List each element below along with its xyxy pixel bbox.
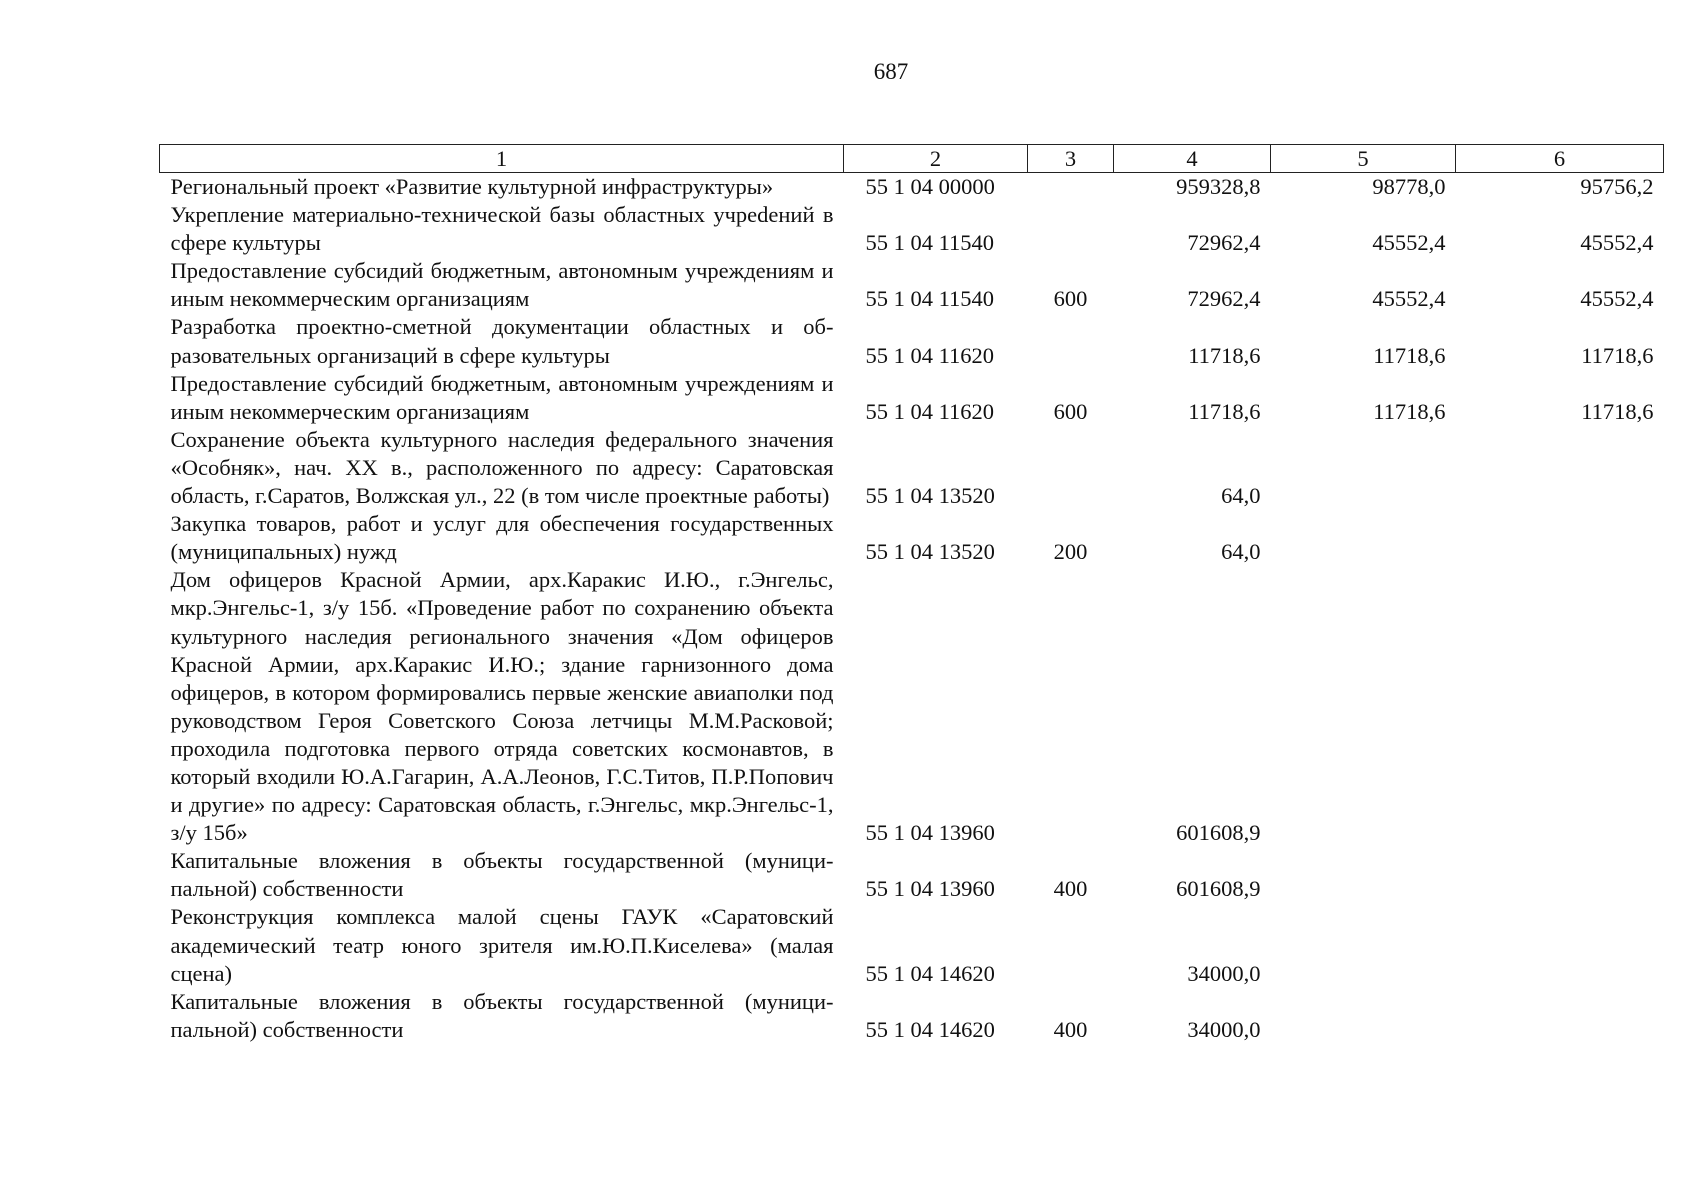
row-value-col6 (1456, 847, 1664, 903)
row-code: 55 1 04 11540 (865, 286, 995, 312)
row-expense-type: 600 (1053, 286, 1088, 312)
row-expense-type (1028, 313, 1114, 369)
row-code: 55 1 04 11540 (865, 230, 995, 256)
row-code: 55 1 04 11620 (865, 398, 995, 424)
row-description: Капитальные вложения в объекты государственной (муниципальной) собственности (170, 988, 834, 1042)
row-description: Дом офицеров Красной Армии, арх.Каракис И.Ю., г.Энгельс, мкр.Энгельс-1, з/у 15б. «Проведение работ по сохранению объекта культурного наследия регионального значения «Дом офицеров Красной Армии, арх.Каракис И.Ю.; здание гарнизонного дома офицеров, в котором формировались первые женские авиаполки под руководством Героя Советского Союза летчицы М.М.Расковой; проходила подготовка первого отряда советских космонавтов, в который входили Ю.А.Гагарин, А.А.Леонов, Г.С.Титов, П.Р.Попович и другие» по адресу: Саратовская область, г.Энгельс, мкр.Энгельс-1, з/у 15б» (170, 567, 834, 846)
table-body (160, 173, 1664, 1044)
table-row (160, 313, 1664, 369)
row-expense-type: 600 (1053, 398, 1088, 424)
row-value-col6: 45552,4 (1580, 286, 1654, 312)
column-header-5: 5 (1271, 145, 1456, 173)
column-header-3: 3 (1028, 145, 1114, 173)
row-code: 55 1 04 13960 (865, 820, 995, 846)
row-value-col6 (1456, 566, 1664, 847)
row-value-col6 (1456, 903, 1664, 987)
row-description: Разработка проектно-сметной документации областных и образовательных организаций в сфере культуры (170, 314, 834, 368)
row-value-col4: 11718,6 (1188, 342, 1261, 368)
row-description: Предоставление субсидий бюджетным, автономным учреждениям и иным некоммерческим организациям (170, 370, 834, 424)
row-code: 55 1 04 11620 (865, 342, 995, 368)
row-description: Региональный проект «Развитие культурной инфраструктуры» (170, 174, 774, 199)
column-header-2: 2 (844, 145, 1028, 173)
row-value-col4: 34000,0 (1187, 1016, 1261, 1042)
row-code: 55 1 04 13520 (865, 483, 995, 509)
row-value-col5: 11718,6 (1373, 398, 1446, 424)
row-value-col4: 64,0 (1221, 539, 1261, 565)
row-value-col4: 11718,6 (1188, 398, 1261, 424)
row-expense-type (1028, 173, 1114, 202)
row-value-col4: 601608,9 (1176, 876, 1261, 902)
table-row (160, 566, 1664, 847)
row-value-col6 (1456, 988, 1664, 1044)
row-value-col4: 34000,0 (1187, 960, 1261, 986)
row-description: Капитальные вложения в объекты государственной (муниципальной) собственности (170, 848, 834, 902)
table-header (160, 145, 1664, 173)
row-description: Закупка товаров, работ и услуг для обеспечения государственных (муниципальных) нужд (170, 511, 834, 565)
row-description: Предоставление субсидий бюджетным, автономным учреждениям и иным некоммерческим организациям (170, 258, 834, 312)
row-expense-type: 400 (1053, 1016, 1088, 1042)
table-row (160, 426, 1664, 510)
row-value-col5 (1271, 510, 1456, 566)
row-value-col5: 45552,4 (1372, 230, 1446, 256)
row-value-col5 (1271, 566, 1456, 847)
row-description: Реконструкция комплекса малой сцены ГАУК «Саратовский академический театр юного зрителя им.Ю.П.Киселева» (малая сцена) (170, 904, 834, 986)
row-code: 55 1 04 00000 (865, 174, 995, 199)
table-row (160, 173, 1664, 202)
row-description: Сохранение объекта культурного наследия федерального значения «Особняк», нач. XX в., расположенного по адресу: Саратовская область, г.Саратов, Волжская ул., 22 (в том числе проектные работы) (170, 426, 834, 509)
row-expense-type: 200 (1053, 539, 1088, 565)
row-code: 55 1 04 14620 (865, 1016, 995, 1042)
row-value-col5 (1271, 988, 1456, 1044)
row-value-col4: 72962,4 (1187, 286, 1261, 312)
column-header-1: 1 (160, 145, 844, 173)
row-value-col5: 11718,6 (1373, 342, 1446, 368)
row-value-col5 (1271, 426, 1456, 510)
row-expense-type (1028, 426, 1114, 510)
row-value-col4: 959328,8 (1176, 174, 1261, 199)
table-row (160, 510, 1664, 566)
row-expense-type (1028, 566, 1114, 847)
row-value-col5: 45552,4 (1372, 286, 1446, 312)
table-row (160, 201, 1664, 257)
budget-table (159, 144, 1664, 1044)
row-value-col5: 98778,0 (1372, 174, 1446, 199)
row-value-col6: 95756,2 (1580, 174, 1654, 199)
row-value-col5 (1271, 903, 1456, 987)
row-value-col4: 64,0 (1221, 483, 1261, 509)
column-header-6: 6 (1456, 145, 1664, 173)
table-row (160, 988, 1664, 1044)
row-value-col6 (1456, 510, 1664, 566)
header-row (160, 145, 1664, 173)
table-row (160, 257, 1664, 313)
row-code: 55 1 04 13960 (865, 876, 995, 902)
row-value-col4: 72962,4 (1187, 230, 1261, 256)
row-value-col5 (1271, 847, 1456, 903)
row-value-col6: 11718,6 (1581, 342, 1654, 368)
table-row (160, 903, 1664, 987)
table-row (160, 847, 1664, 903)
row-expense-type (1028, 903, 1114, 987)
row-value-col4: 601608,9 (1176, 820, 1261, 846)
row-code: 55 1 04 13520 (865, 539, 995, 565)
row-value-col6: 11718,6 (1581, 398, 1654, 424)
row-description: Укрепление материально-технической базы областных учреdений в сфере культуры (170, 202, 834, 256)
row-expense-type (1028, 201, 1114, 257)
row-code: 55 1 04 14620 (865, 960, 995, 986)
row-expense-type: 400 (1053, 876, 1088, 902)
row-value-col6 (1456, 426, 1664, 510)
column-header-4: 4 (1114, 145, 1271, 173)
row-value-col6: 45552,4 (1580, 230, 1654, 256)
page-number: 687 (873, 59, 909, 84)
table-row (160, 370, 1664, 426)
